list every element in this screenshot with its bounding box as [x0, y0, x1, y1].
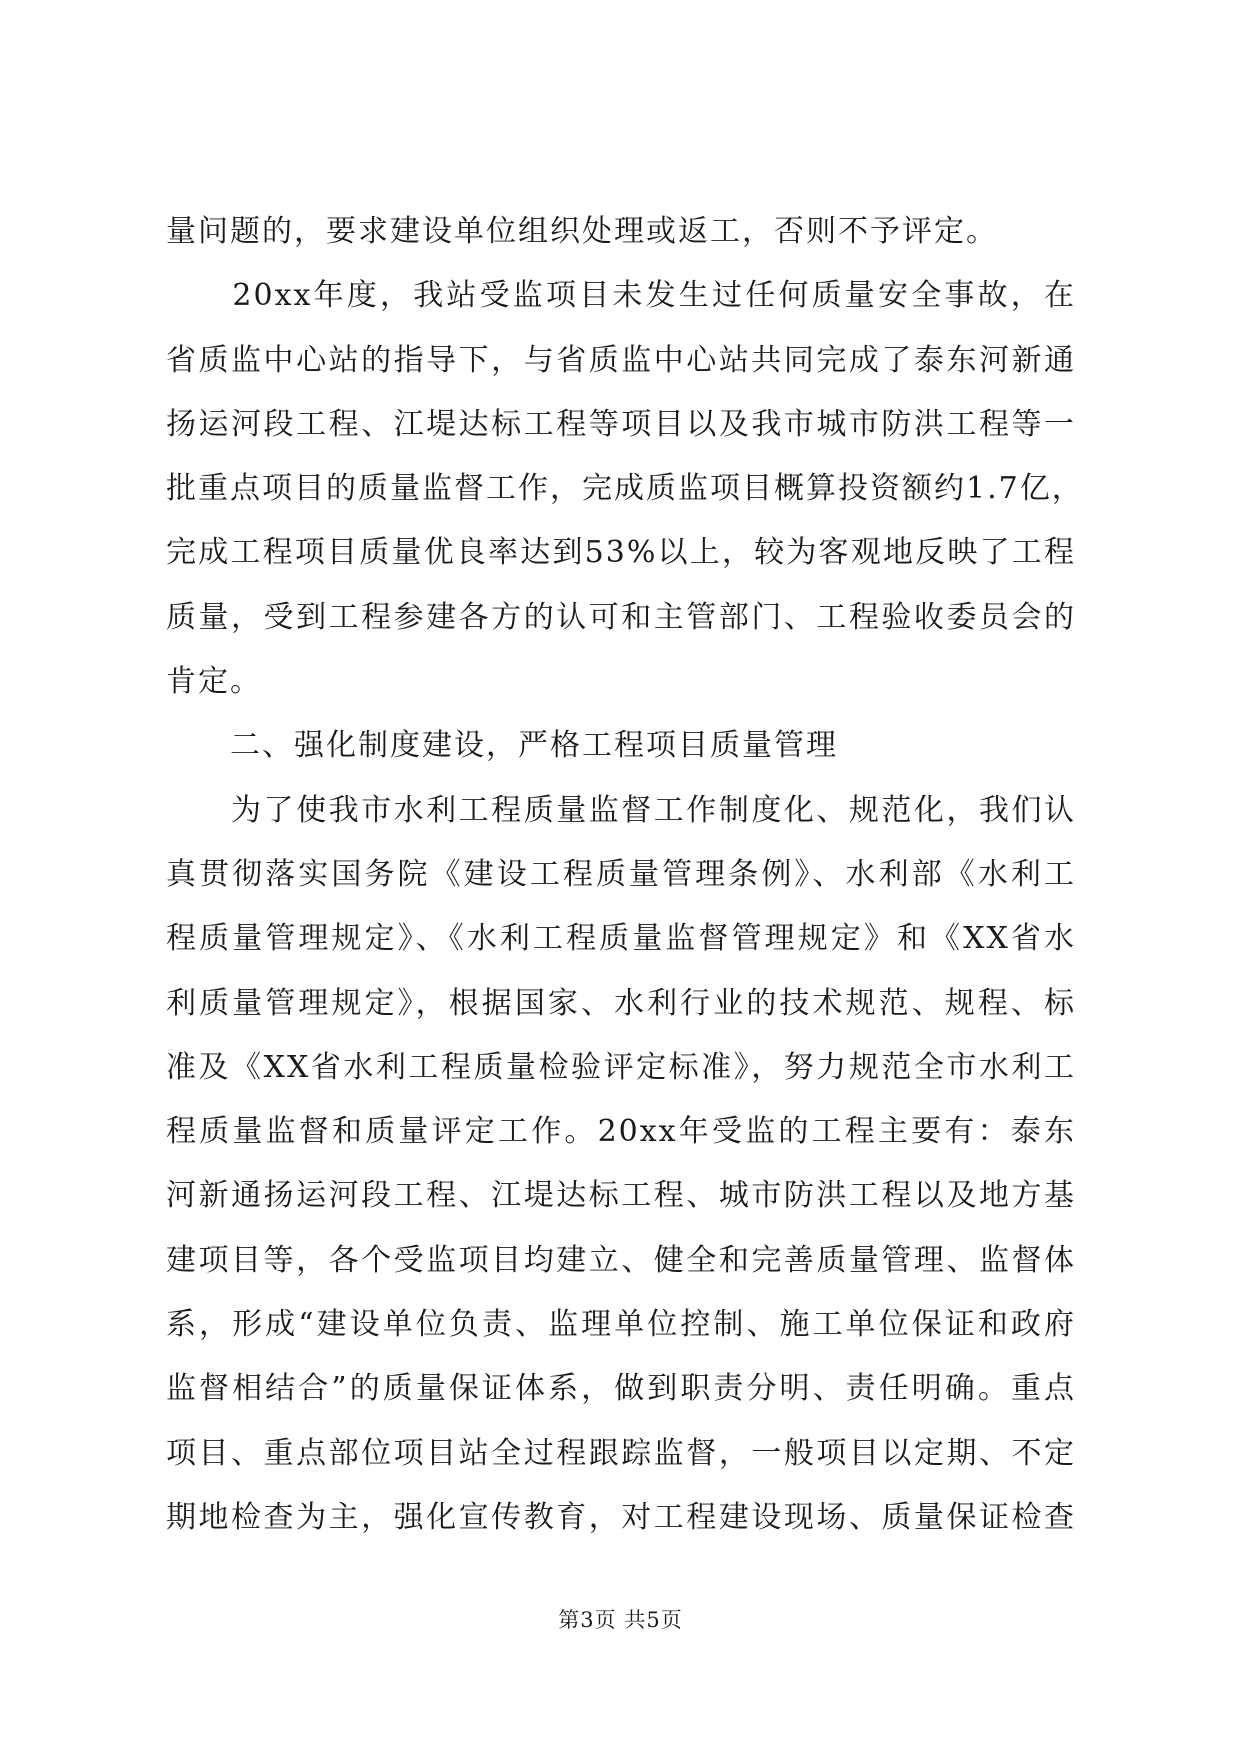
text-line: 二、强化制度建设，严格工程项目质量管理	[166, 728, 838, 764]
text-line: 程质量监督和质量评定工作。20xx年受监的工程主要有：泰东	[166, 1114, 1076, 1150]
page-footer: 第3页 共5页	[558, 1608, 683, 1632]
text-line: 质量，受到工程参建各方的认可和主管部门、工程验收委员会的	[166, 599, 1076, 635]
text-line: 批重点项目的质量监督工作，完成质监项目概算投资额约1.7亿，	[166, 471, 1084, 507]
text-line: 扬运河段工程、江堤达标工程等项目以及我市城市防洪工程等一	[166, 406, 1076, 442]
text-line: 真贯彻落实国务院《建设工程质量管理条例》、水利部《水利工	[166, 856, 1076, 892]
text-line: 程质量管理规定》、《水利工程质量监督管理规定》和《XX省水	[166, 921, 1076, 957]
text-line: 建项目等，各个受监项目均建立、健全和完善质量管理、监督体	[166, 1242, 1076, 1278]
text-line: 肯定。	[166, 664, 262, 700]
text-line: 期地检查为主，强化宣传教育，对工程建设现场、质量保证检查	[166, 1499, 1076, 1535]
text-line: 项目、重点部位项目站全过程跟踪监督，一般项目以定期、不定	[166, 1435, 1076, 1471]
text-line: 准及《XX省水利工程质量检验评定标准》，努力规范全市水利工	[166, 1049, 1076, 1085]
text-line: 利质量管理规定》，根据国家、水利行业的技术规范、规程、标	[166, 985, 1076, 1021]
text-line: 省质监中心站的指导下，与省质监中心站共同完成了泰东河新通	[166, 342, 1076, 378]
text-line: 为了使我市水利工程质量监督工作制度化、规范化，我们认	[166, 792, 1076, 828]
body-text	[166, 200, 1084, 1550]
text-line: 河新通扬运河段工程、江堤达标工程、城市防洪工程以及地方基	[166, 1178, 1076, 1214]
text-line: 量问题的，要求建设单位组织处理或返工，否则不予评定。	[166, 214, 998, 249]
text-line: 20xx年度，我站受监项目未发生过任何质量安全事故，在	[166, 278, 1076, 314]
text-line: 系，形成“建设单位负责、监理单位控制、施工单位保证和政府	[166, 1307, 1076, 1343]
text-line: 监督相结合”的质量保证体系，做到职责分明、责任明确。重点	[166, 1371, 1076, 1407]
text-line: 完成工程项目质量优良率达到53%以上，较为客观地反映了工程	[166, 535, 1076, 571]
